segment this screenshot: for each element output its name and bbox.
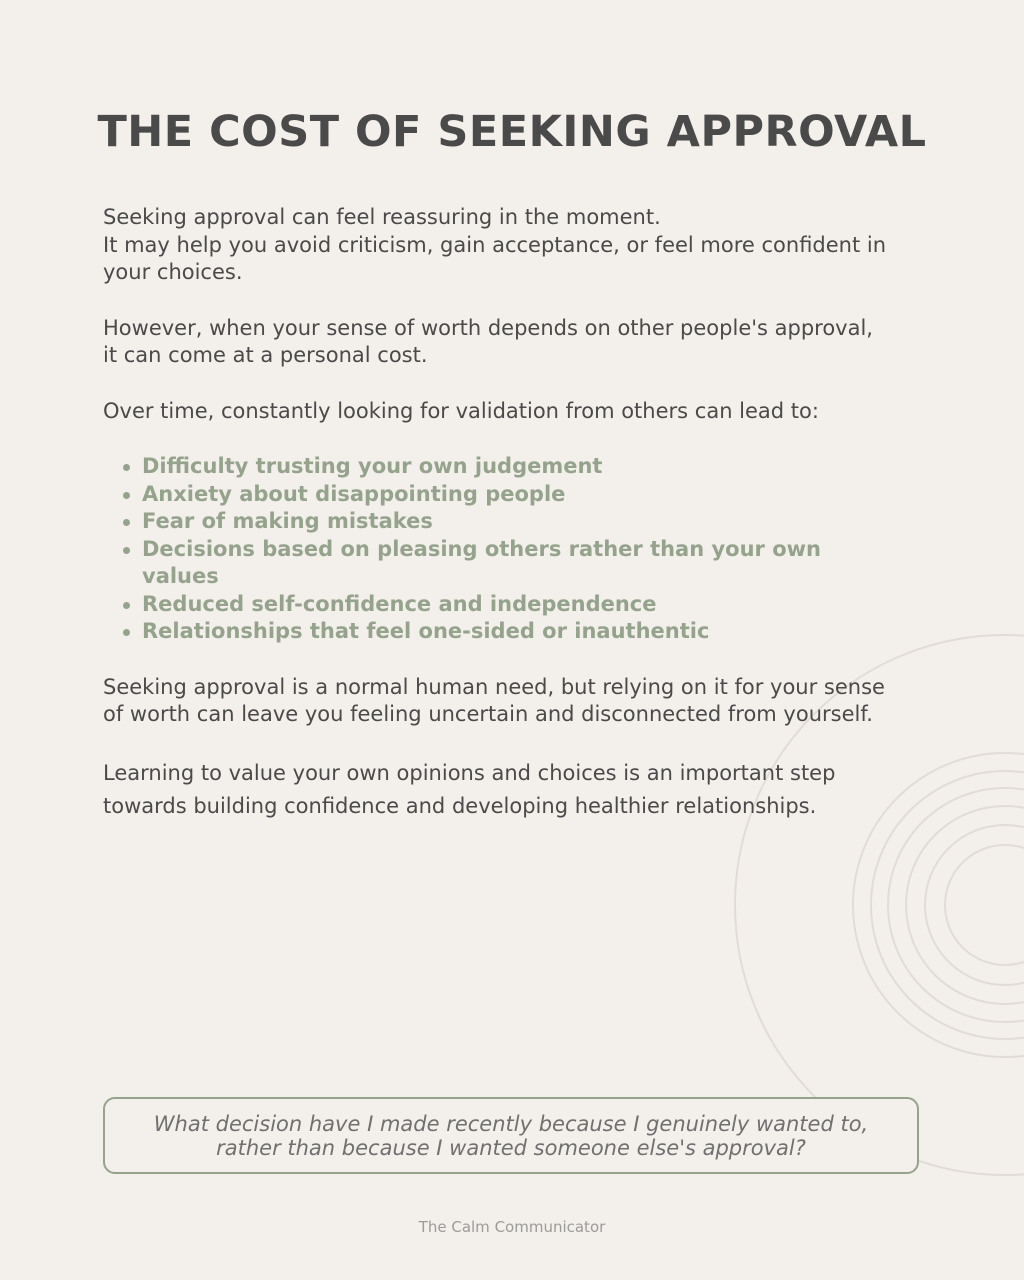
list-item: Relationships that feel one-sided or inauthentic	[142, 618, 893, 646]
reflection-question-box	[103, 1097, 919, 1174]
intro-line-1: Seeking approval can feel reassuring in the moment.	[103, 205, 661, 229]
ring	[945, 845, 1024, 965]
list-item: Decisions based on pleasing others rather than your own values	[142, 536, 893, 591]
footer-brand: The Calm Communicator	[418, 1218, 606, 1236]
list-item: Anxiety about disappointing people	[142, 481, 893, 509]
ring	[888, 788, 1024, 1022]
article-body	[103, 204, 893, 823]
intro-line-2: It may help you avoid criticism, gain acceptance, or feel more confident in your choices.	[103, 232, 887, 284]
intro-paragraph	[103, 204, 893, 287]
reflection-line-2: rather than because I wanted someone else's approval?	[216, 1135, 806, 1160]
normal-need-paragraph: Seeking approval is a normal human need, but relying on it for your sense of worth can leave you feeling uncertain and disconnected from yourself.	[103, 674, 885, 726]
page-title: THE COST OF SEEKING APPROVAL	[97, 107, 927, 157]
ring	[871, 771, 1024, 1039]
effects-list	[103, 453, 893, 646]
validation-paragraph: Over time, constantly looking for validation from others can lead to:	[103, 398, 819, 423]
reflection-line-1: What decision have I made recently because I genuinely wanted to,	[153, 1111, 869, 1136]
list-item: Reduced self-confidence and independence	[142, 591, 893, 619]
ring	[925, 825, 1024, 985]
ring	[906, 806, 1024, 1004]
list-item: Fear of making mistakes	[142, 508, 893, 536]
list-item: Difficulty trusting your own judgement	[142, 453, 893, 481]
worth-paragraph: However, when your sense of worth depends on other people's approval, it can come at a personal cost.	[103, 315, 873, 367]
closing-paragraph: Learning to value your own opinions and choices is an important step towards building confidence and developing healthier relationships.	[103, 760, 836, 818]
